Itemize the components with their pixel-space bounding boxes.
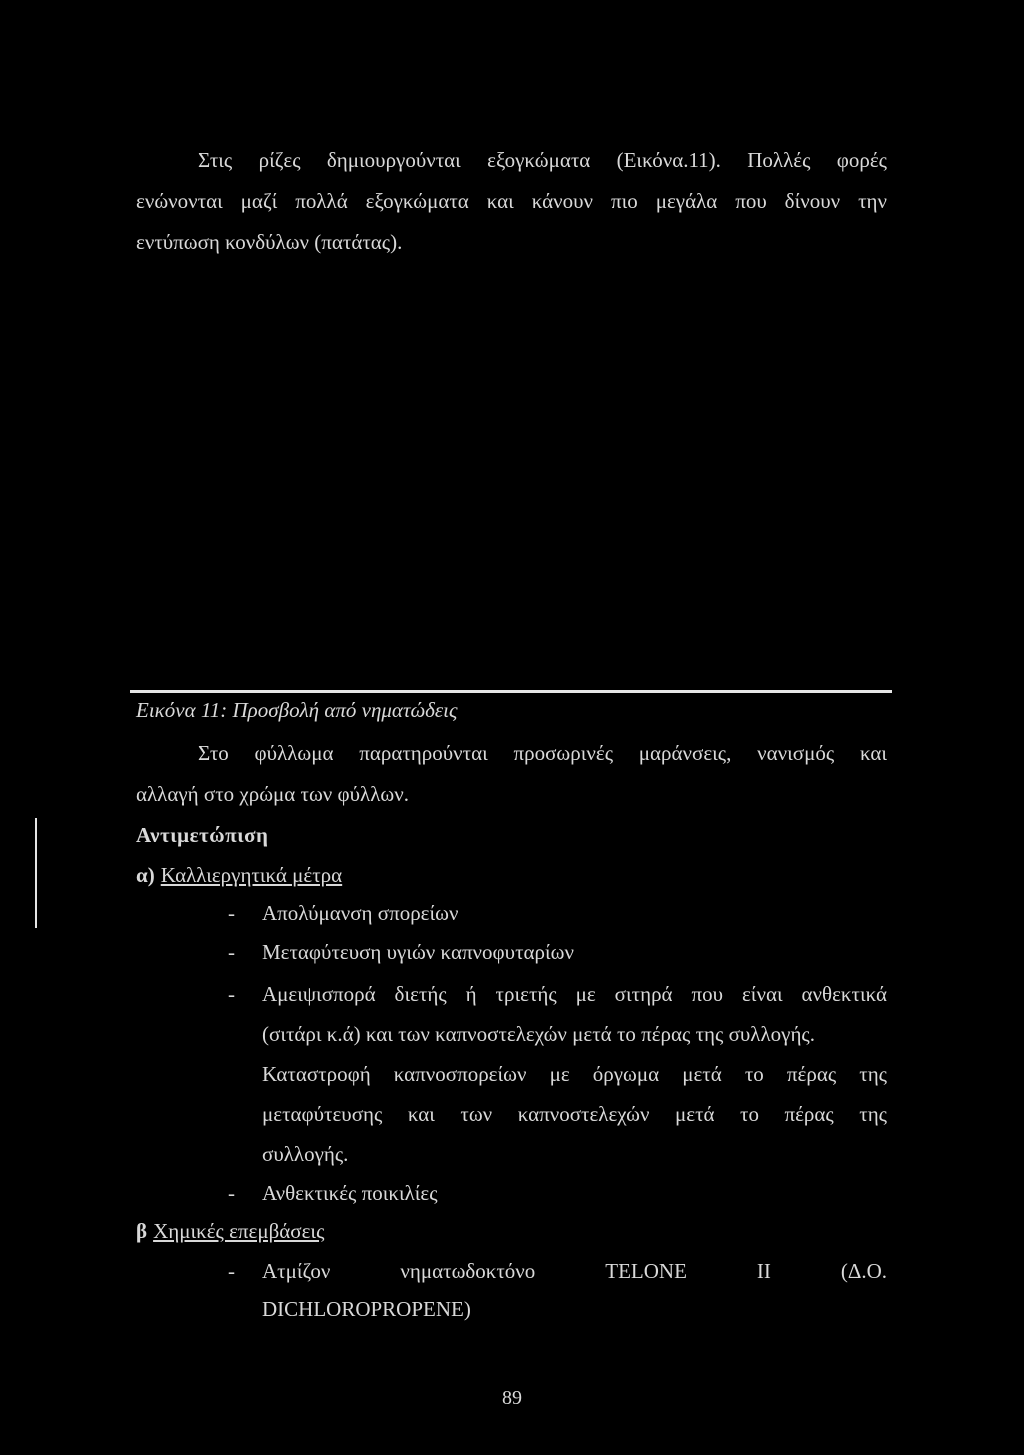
- bullet-dash: -: [228, 982, 235, 1006]
- cultural-item-1: Απολύμανση σπορείων: [262, 901, 459, 925]
- figure-bottom-rule: [130, 690, 892, 693]
- cultural-marker: α): [136, 863, 155, 887]
- bullet-dash: -: [228, 1181, 235, 1205]
- cultural-item-4-line-3: συλλογής.: [262, 1142, 349, 1166]
- margin-bar: [35, 818, 37, 928]
- cultural-title: Καλλιεργητικά μέτρα: [160, 863, 343, 887]
- figure-image: [130, 270, 892, 688]
- cultural-item-3-line-1: Αμειψισπορά διετής ή τριετής με σιτηρά που είναι ανθεκτικά: [262, 982, 887, 1006]
- cultural-item-4-line-1: Καταστροφή καπνοσπορείων με όργωμα μετά το πέρας της: [262, 1062, 887, 1086]
- chemical-section-title: [136, 1218, 324, 1244]
- intro-line-2: ενώνονται μαζί πολλά εξογκώματα και κάνουν πιο μεγάλα που δίνουν την: [136, 189, 887, 213]
- cultural-item-3-line-2: (σιτάρι κ.ά) και των καπνοστελεχών μετά το πέρας της συλλογής.: [262, 1022, 815, 1046]
- figure-caption: Εικόνα 11: Προσβολή από νηματώδεις: [136, 698, 458, 722]
- cultural-section-title: [136, 862, 342, 888]
- chemical-item-1-line-2: DICHLOROPROPENE): [262, 1297, 471, 1321]
- foliage-line-2: αλλαγή στο χρώμα των φύλλων.: [136, 782, 409, 806]
- page-number: 89: [502, 1387, 522, 1409]
- chemical-title: Χημικές επεμβάσεις: [153, 1219, 325, 1243]
- foliage-line-1: Στο φύλλωμα παρατηρούνται προσωρινές μαράνσεις, νανισμός και: [198, 741, 887, 765]
- bullet-dash: -: [228, 901, 235, 925]
- treatment-heading: Αντιμετώπιση: [136, 823, 269, 847]
- bullet-dash: -: [228, 940, 235, 964]
- cultural-item-2: Μεταφύτευση υγιών καπνοφυταρίων: [262, 940, 574, 964]
- bullet-dash: -: [228, 1259, 235, 1283]
- chemical-item-1-line-1: Ατμίζον νηματωδοκτόνο TELONE II (Δ.Ο.: [262, 1259, 887, 1283]
- chemical-marker: β: [136, 1219, 148, 1243]
- cultural-item-4-line-2: μεταφύτευσης και των καπνοστελεχών μετά το πέρας της: [262, 1102, 887, 1126]
- intro-line-3: εντύπωση κονδύλων (πατάτας).: [136, 230, 403, 254]
- cultural-item-5: Ανθεκτικές ποικιλίες: [262, 1181, 438, 1205]
- intro-line-1: Στις ρίζες δημιουργούνται εξογκώματα (Εικόνα.11). Πολλές φορές: [198, 148, 887, 172]
